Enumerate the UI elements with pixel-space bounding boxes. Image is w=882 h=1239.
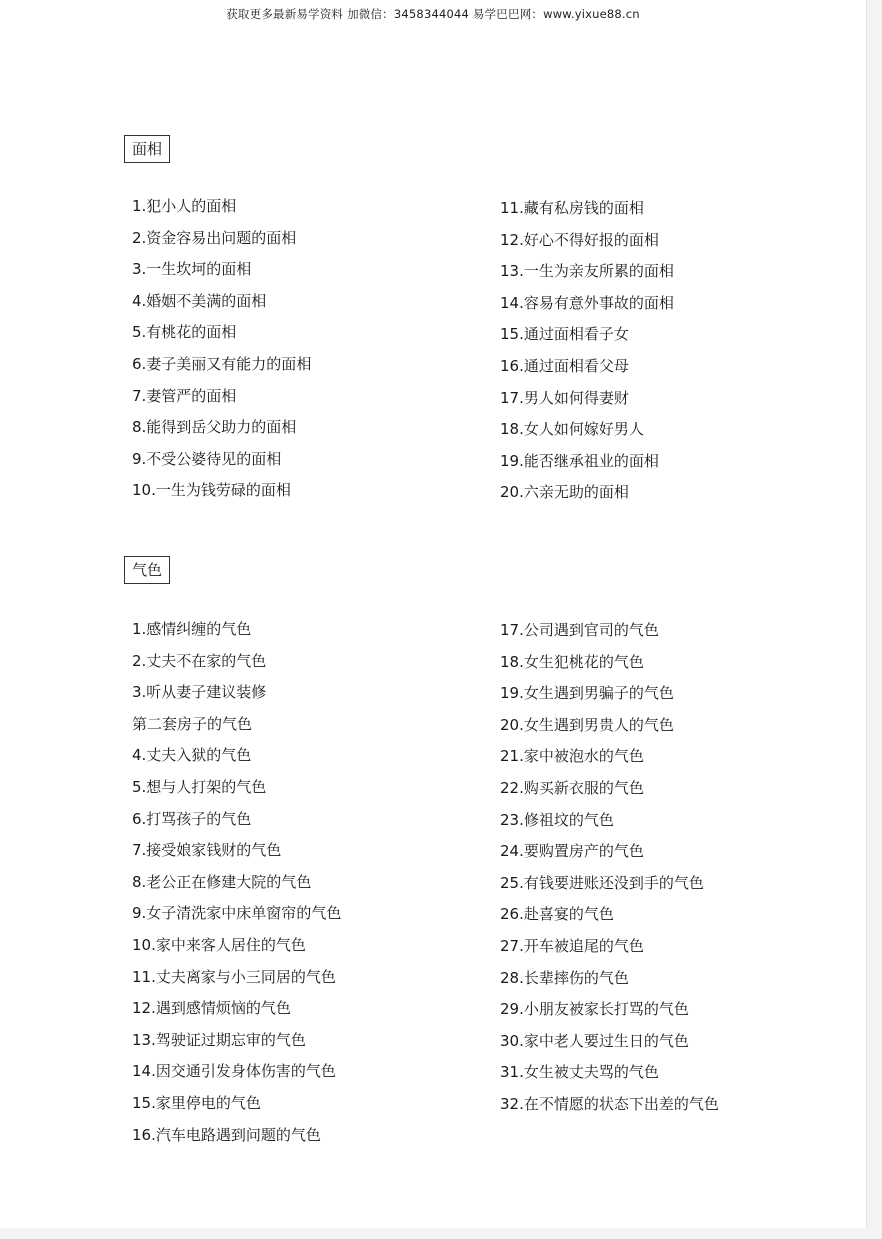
face-list-right [500,193,674,509]
list-item: 7.妻管严的面相 [132,386,237,405]
list-item: 9.不受公婆待见的面相 [132,449,282,468]
list-item: 1.犯小人的面相 [132,197,237,215]
list-item: 22.购买新衣服的气色 [500,778,644,797]
list-item: 15.家里停电的气色 [132,1093,261,1112]
list-item: 9.女子清洗家中床单窗帘的气色 [132,904,342,923]
list-item: 3.一生坎坷的面相 [132,260,252,279]
list-item: 11.藏有私房钱的面相 [500,199,644,217]
section-title-face: 面相 [124,135,170,163]
complexion-list-left [132,614,341,1151]
list-item: 19.能否继承祖业的面相 [500,451,659,470]
list-item: 15.通过面相看子女 [500,325,629,344]
list-item: 16.汽车电路遇到问题的气色 [132,1125,321,1144]
list-item: 20.女生遇到男贵人的气色 [500,715,674,734]
list-item: 17.公司遇到官司的气色 [500,621,659,639]
list-item: 2.丈夫不在家的气色 [132,651,267,670]
list-item: 8.老公正在修建大院的气色 [132,872,312,891]
list-item: 第二套房子的气色 [132,714,253,733]
section-title-complexion: 气色 [124,556,170,584]
list-item: 6.妻子美丽又有能力的面相 [132,354,312,373]
list-item: 17.男人如何得妻财 [500,388,629,407]
list-item: 10.一生为钱劳碌的面相 [132,481,291,500]
list-item: 11.丈夫离家与小三同居的气色 [132,967,336,986]
list-item: 5.有桃花的面相 [132,323,237,342]
list-item: 18.女人如何嫁好男人 [500,420,644,439]
list-item: 20.六亲无助的面相 [500,483,629,502]
list-item: 13.一生为亲友所累的面相 [500,262,674,281]
list-item: 31.女生被丈夫骂的气色 [500,1063,659,1082]
list-item: 12.遇到感情烦恼的气色 [132,999,291,1018]
list-item: 13.驾驶证过期忘审的气色 [132,1030,306,1049]
list-item: 14.因交通引发身体伤害的气色 [132,1062,336,1081]
list-item: 8.能得到岳父助力的面相 [132,418,297,437]
list-item: 6.打骂孩子的气色 [132,809,252,828]
face-list-left [132,191,311,507]
list-item: 32.在不情愿的状态下出差的气色 [500,1094,719,1113]
list-item: 30.家中老人要过生日的气色 [500,1031,689,1050]
list-item: 5.想与人打架的气色 [132,777,267,796]
list-item: 24.要购置房产的气色 [500,842,644,861]
list-item: 25.有钱要进账还没到手的气色 [500,873,704,892]
list-item: 2.资金容易出问题的面相 [132,228,297,247]
page-header-watermark: 获取更多最新易学资料 加微信：3458344044 易学巴巴网：www.yixue88.cn [226,7,640,21]
list-item: 7.接受娘家钱财的气色 [132,841,282,860]
list-item: 28.长辈摔伤的气色 [500,968,629,987]
list-item: 1.感情纠缠的气色 [132,620,252,638]
list-item: 12.好心不得好报的面相 [500,230,659,249]
list-item: 26.赴喜宴的气色 [500,905,614,924]
list-item: 29.小朋友被家长打骂的气色 [500,1000,689,1019]
list-item: 18.女生犯桃花的气色 [500,652,644,671]
list-item: 10.家中来客人居住的气色 [132,935,306,954]
list-item: 16.通过面相看父母 [500,356,629,375]
list-item: 27.开车被追尾的气色 [500,936,644,955]
list-item: 4.丈夫入狱的气色 [132,746,252,765]
list-item: 4.婚姻不美满的面相 [132,291,267,310]
complexion-list-right [500,615,719,1121]
list-item: 19.女生遇到男骗子的气色 [500,684,674,703]
list-item: 3.听从妻子建议装修 [132,683,267,702]
list-item: 14.容易有意外事故的面相 [500,293,674,312]
list-item: 21.家中被泡水的气色 [500,747,644,766]
list-item: 23.修祖坟的气色 [500,810,614,829]
